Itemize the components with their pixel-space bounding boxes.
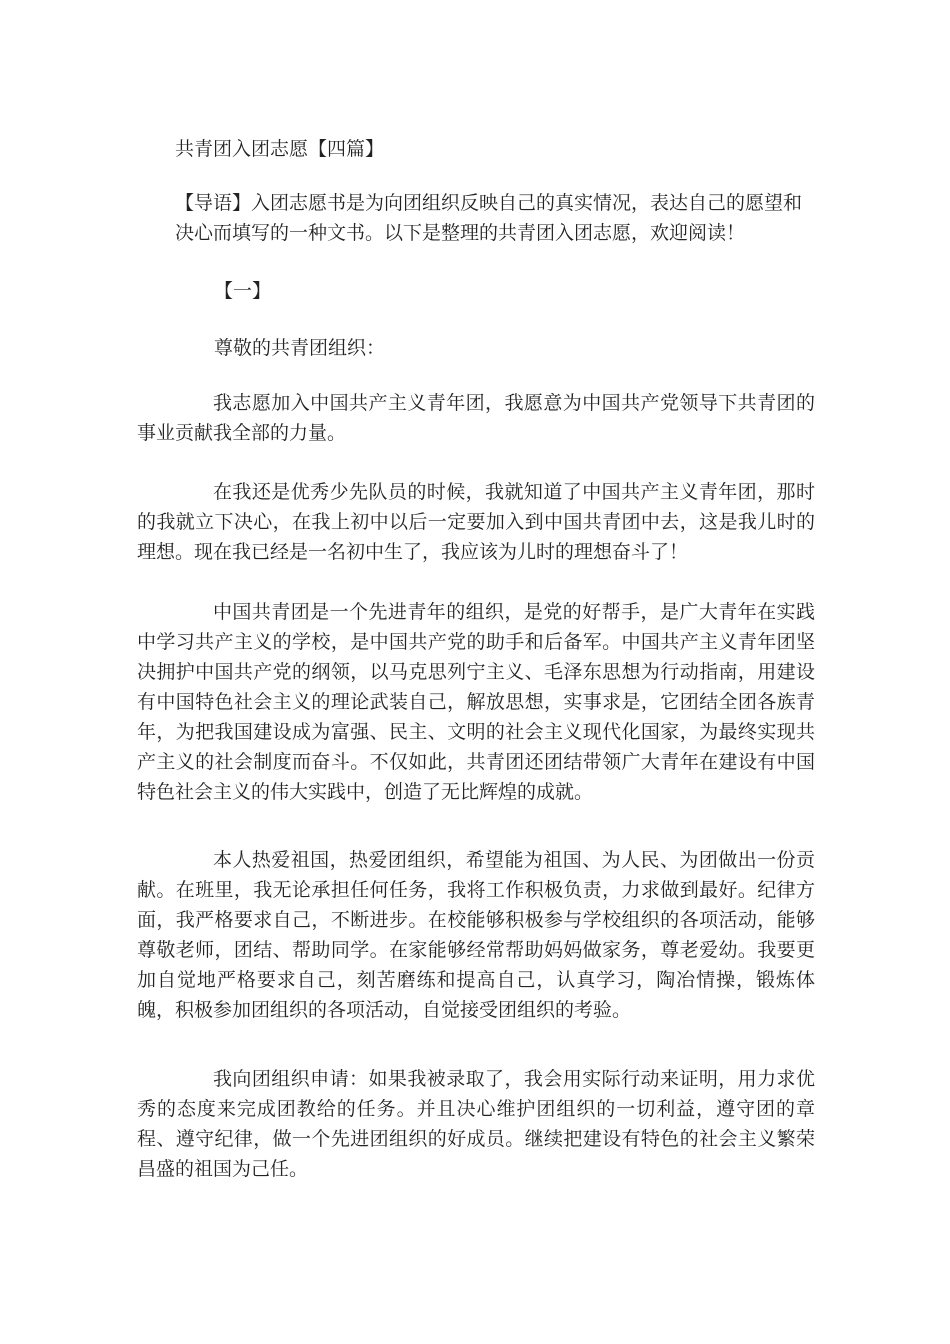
body-paragraph: 我向团组织申请：如果我被录取了，我会用实际行动来证明，用力求优秀的态度来完成团教给的任务。并且决心维护团组织的一切利益，遵守团的章程、遵守纪律，做一个先进团组织的好成员。继续把建设有特色的社会主义繁荣昌盛的祖国为己任。 [137, 1068, 815, 1180]
salutation: 尊敬的共青团组织： [214, 337, 386, 359]
body-paragraph: 中国共青团是一个先进青年的组织，是党的好帮手，是广大青年在实践中学习共产主义的学校，是中国共产党的助手和后备军。中国共产主义青年团坚决拥护中国共产党的纲领，以马克思列宁主义、毛泽东思想为行动指南，用建设有中国特色社会主义的理论武装自己，解放思想，实事求是，它团结全团各族青年，为把我国建设成为富强、民主、文明的社会主义现代化国家，为最终实现共产主义的社会制度而奋斗。不仅如此，共青团还团结带领广大青年在建设有中国特色社会主义的伟大实践中，创造了无比辉煌的成就。 [137, 601, 815, 803]
document-title: 共青团入团志愿【四篇】 [175, 138, 385, 160]
body-paragraph: 我志愿加入中国共产主义青年团，我愿意为中国共产党领导下共青团的事业贡献我全部的力量。 [137, 392, 815, 444]
intro-paragraph: 【导语】入团志愿书是为向团组织反映自己的真实情况，表达自己的愿望和决心而填写的一种文书。以下是整理的共青团入团志愿，欢迎阅读！ [175, 192, 803, 244]
body-paragraph: 在我还是优秀少先队员的时候，我就知道了中国共产主义青年团，那时的我就立下决心，在我上初中以后一定要加入到中国共青团中去，这是我儿时的理想。现在我已经是一名初中生了，我应该为儿时的理想奋斗了！ [137, 481, 815, 563]
body-paragraph: 本人热爱祖国，热爱团组织，希望能为祖国、为人民、为团做出一份贡献。在班里，我无论承担任何任务，我将工作积极负责，力求做到最好。纪律方面，我严格要求自己，不断进步。在校能够积极参与学校组织的各项活动，能够尊敬老师，团结、帮助同学。在家能够经常帮助妈妈做家务，尊老爱幼。我要更加自觉地严格要求自己，刻苦磨练和提高自己，认真学习，陶冶情操，锻炼体魄，积极参加团组织的各项活动，自觉接受团组织的考验。 [137, 849, 815, 1021]
section-heading: 【一】 [214, 280, 272, 302]
